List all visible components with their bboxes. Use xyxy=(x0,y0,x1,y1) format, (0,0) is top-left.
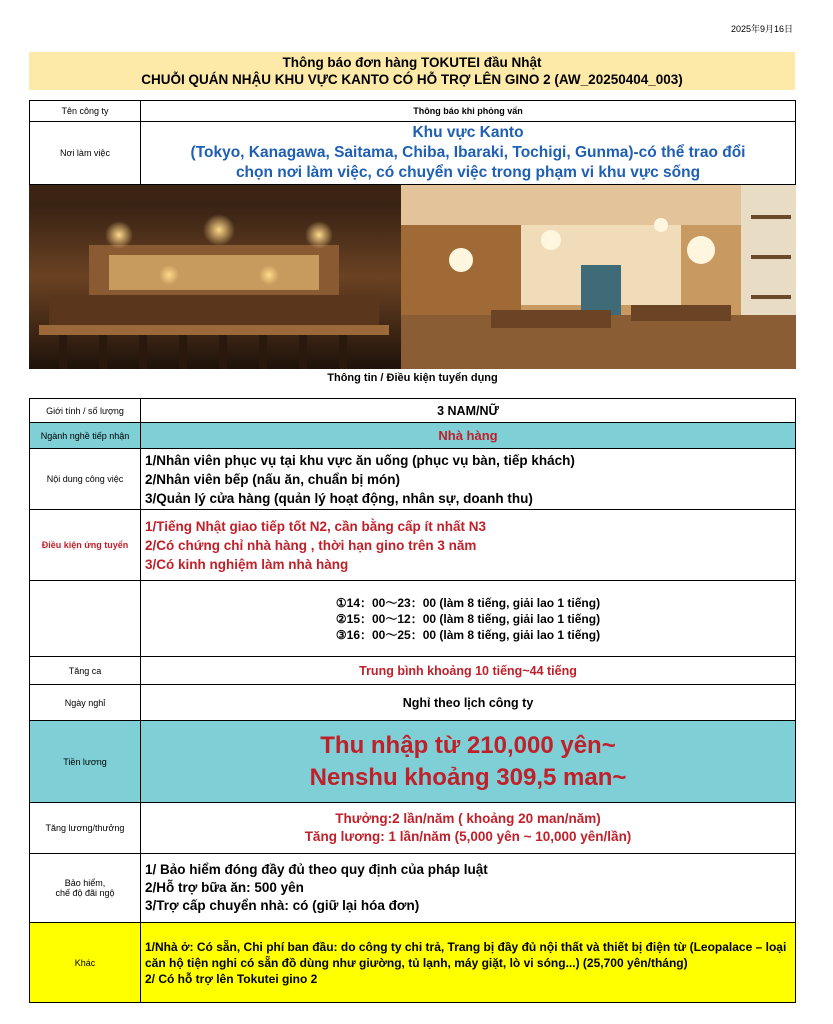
title-line-1: Thông báo đơn hàng TOKUTEI đầu Nhật xyxy=(282,55,542,70)
job-line: 2/Nhân viên bếp (nấu ăn, chuẩn bị món) xyxy=(145,471,401,487)
shift-line: ③16：00～25：00 (làm 8 tiếng, giải lao 1 tiếng) xyxy=(335,627,601,642)
salary-line: Thu nhập từ 210,000 yên~ xyxy=(320,731,616,759)
gender-value: 3 NAM/NỮ xyxy=(141,399,796,423)
job-line: 3/Quản lý cửa hàng (quản lý hoạt động, nhân sự, doanh thu) xyxy=(145,490,533,506)
document-date: 2025年9月16日 xyxy=(730,24,793,34)
restaurant-photos xyxy=(29,185,796,369)
company-value: Thông báo khi phỏng vấn xyxy=(141,101,796,122)
salary-line: Nenshu khoảng 309,5 man~ xyxy=(309,763,627,791)
insurance-line: 1/ Bảo hiểm đóng đầy đủ theo quy định của pháp luật xyxy=(145,862,488,877)
restaurant-photo-bar xyxy=(29,185,401,369)
workplace-line: Khu vực Kanto xyxy=(412,124,524,141)
insurance-line: 3/Trợ cấp chuyển nhà: có (giữ lại hóa đơn) xyxy=(145,898,420,913)
company-label: Tên công ty xyxy=(30,101,141,122)
holidays-value: Nghỉ theo lịch công ty xyxy=(141,685,796,721)
other-value xyxy=(141,923,796,1003)
requirement-line: 1/Tiếng Nhật giao tiếp tốt N2, cần bằng cấp ít nhất N3 xyxy=(145,518,487,534)
requirements-label: Điều kiện ứng tuyển xyxy=(30,510,141,581)
table-row xyxy=(30,581,796,657)
overtime-value: Trung bình khoảng 10 tiếng~44 tiếng xyxy=(141,657,796,685)
other-label: Khác xyxy=(30,923,141,1003)
header-table xyxy=(29,100,796,185)
requirement-line: 2/Có chứng chỉ nhà hàng , thời hạn gino trên 3 năm xyxy=(145,537,477,553)
table-row xyxy=(30,803,796,854)
insurance-line: 2/Hỗ trợ bữa ăn: 500 yên xyxy=(145,880,304,895)
overtime-label: Tăng ca xyxy=(30,657,141,685)
job-label: Nội dung công việc xyxy=(30,449,141,510)
salary-value xyxy=(141,721,796,803)
workplace-value xyxy=(141,122,796,185)
table-row xyxy=(30,449,796,510)
table-row xyxy=(30,923,796,1003)
other-line: 2/ Có hỗ trợ lên Tokutei gino 2 xyxy=(145,971,318,986)
title-line-2: CHUỖI QUÁN NHẬU KHU VỰC KANTO CÓ HỖ TRỢ LÊN GINO 2 (AW_20250404_003) xyxy=(141,72,683,87)
salary-label: Tiền lương xyxy=(30,721,141,803)
requirement-line: 3/Có kinh nghiệm làm nhà hàng xyxy=(145,556,349,572)
shifts-value xyxy=(141,581,796,657)
raise-value xyxy=(141,803,796,854)
holidays-label: Ngày nghỉ xyxy=(30,685,141,721)
insurance-label-line: chế độ đãi ngộ xyxy=(55,888,115,898)
table-row xyxy=(30,510,796,581)
other-line: 1/Nhà ở: Có sẵn, Chi phí ban đầu: do công ty chi trả, Trang bị đầy đủ nội thất và thiết bị điện từ (Leopalace – loại căn hộ tiện nghi có sẵn đồ dùng như giường, tủ lạnh, máy giặt, lò vi sóng...) (25,700 yên/tháng) xyxy=(145,939,787,970)
raise-label: Tăng lương/thưởng xyxy=(30,803,141,854)
workplace-line: (Tokyo, Kanagawa, Saitama, Chiba, Ibaraki, Tochigi, Gunma)-có thể trao đổi xyxy=(190,144,746,161)
industry-label: Ngành nghề tiếp nhận xyxy=(30,423,141,449)
shift-line: ②15：00～12：00 (làm 8 tiếng, giải lao 1 tiếng) xyxy=(335,611,601,626)
title-banner xyxy=(29,52,795,90)
insurance-value xyxy=(141,854,796,923)
table-row xyxy=(30,721,796,803)
shift-line: ①14：00～23：00 (làm 8 tiếng, giải lao 1 tiếng) xyxy=(335,595,601,610)
table-row xyxy=(30,423,796,449)
table-row xyxy=(30,854,796,923)
raise-line: Thưởng:2 lần/năm ( khoảng 20 man/năm) xyxy=(335,811,601,826)
industry-value: Nhà hàng xyxy=(141,423,796,449)
table-row xyxy=(30,685,796,721)
workplace-label: Nơi làm việc xyxy=(30,122,141,185)
raise-line: Tăng lương: 1 lần/năm (5,000 yên ~ 10,000 yên/lần) xyxy=(304,829,632,844)
table-row xyxy=(30,657,796,685)
gender-label: Giới tính / số lượng xyxy=(30,399,141,423)
job-value xyxy=(141,449,796,510)
shifts-label xyxy=(30,581,141,657)
photo-caption: Thông tin / Điều kiện tuyển dụng xyxy=(327,372,498,384)
requirements-value xyxy=(141,510,796,581)
job-line: 1/Nhân viên phục vụ tại khu vực ăn uống (phục vụ bàn, tiếp khách) xyxy=(145,452,575,468)
workplace-line: chọn nơi làm việc, có chuyển việc trong phạm vi khu vực sống xyxy=(235,164,701,181)
conditions-table xyxy=(29,398,796,1003)
insurance-label-line: Bảo hiểm, xyxy=(64,878,106,888)
restaurant-photo-dining xyxy=(401,185,796,369)
table-row xyxy=(30,399,796,423)
insurance-label xyxy=(30,854,141,923)
